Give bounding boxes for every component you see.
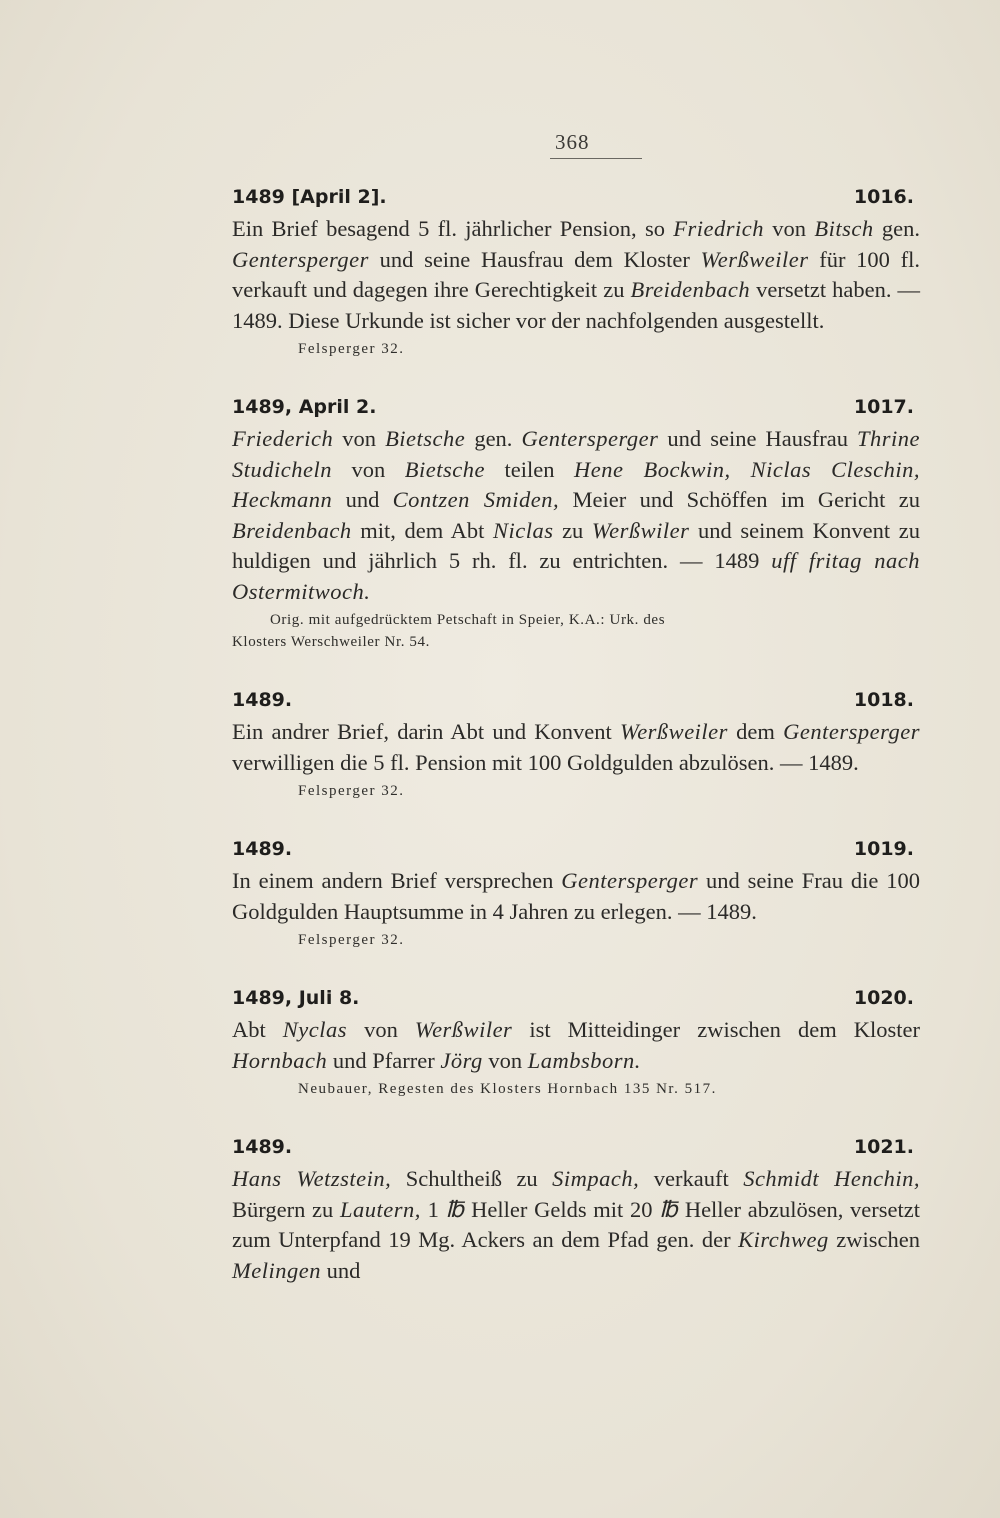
italic-name: Hans Wetzstein, — [232, 1166, 392, 1191]
entry-header — [232, 1132, 920, 1162]
italic-name: Hornbach — [232, 1047, 328, 1073]
text-run: In einem andern Brief versprechen — [232, 868, 562, 893]
text-run: und — [332, 487, 393, 512]
text-run: mit, dem Abt — [351, 517, 493, 543]
text-run: und Pfarrer — [327, 1047, 441, 1073]
text-run: Ein andrer Brief, darin Abt und Konvent — [232, 719, 621, 744]
italic-name: Nyclas — [282, 1017, 348, 1042]
entry-text — [232, 1164, 920, 1286]
entry-1016 — [232, 182, 920, 360]
italic-name: Bitsch — [814, 216, 874, 241]
italic-name: uff fritag nach Ostermitwoch. — [232, 548, 920, 604]
italic-name: Lambsborn. — [527, 1047, 641, 1073]
text-run: Bürgern zu — [232, 1196, 340, 1222]
italic-name: Lautern, — [339, 1196, 421, 1222]
text-run: von — [763, 216, 815, 241]
entry-header — [232, 834, 920, 864]
italic-name: Breidenbach — [630, 277, 751, 302]
entry-header — [232, 182, 920, 212]
text-run: von — [347, 1017, 415, 1042]
text-run: und — [320, 1257, 361, 1283]
entry-date: 1489. — [232, 689, 293, 711]
text-run: Heller Gelds mit 20 — [464, 1196, 660, 1222]
entry-1020 — [232, 983, 920, 1100]
italic-name: Gentersperger — [561, 868, 699, 893]
italic-name: Simpach, — [552, 1166, 640, 1191]
italic-name: Gentersperger — [521, 426, 659, 451]
text-run: verkauft — [639, 1166, 744, 1191]
text-run: gen. — [465, 426, 522, 451]
entry-date: 1489, April 2. — [232, 396, 377, 418]
text-run: zwischen — [828, 1227, 920, 1252]
page-number-rule — [550, 158, 642, 159]
entry-text — [232, 866, 920, 927]
entry-1018 — [232, 685, 920, 802]
entry-source: Neubauer, Regesten des Klosters Hornbach 135 Nr. 517. — [298, 1081, 717, 1097]
entry-text — [232, 717, 920, 778]
italic-name: Niclas — [492, 517, 554, 543]
text-run: und seine Hausfrau — [658, 426, 857, 451]
text-run: und seine Hausfrau dem Kloster — [368, 246, 701, 272]
text-run: ist Mitteidinger zwischen dem Kloster — [512, 1017, 920, 1042]
entry-number: 1016. — [853, 186, 914, 208]
italic-name: ℔ — [445, 1196, 465, 1222]
page-number: 368 — [555, 130, 590, 154]
italic-name: Breidenbach — [232, 517, 352, 543]
entry-source-line-2: Klosters Werschweiler Nr. 54. — [232, 634, 430, 650]
italic-name: Jörg — [440, 1047, 483, 1073]
text-run: und seinem Konvent zu huldigen und jährlich 5 rh. fl. zu entrichten. — 1489 — [232, 517, 920, 573]
italic-name: Werßwiler — [414, 1017, 513, 1042]
text-run: Meier und Schöffen im Gericht zu — [559, 487, 920, 512]
italic-name: Gentersperger — [232, 246, 369, 272]
entry-source: Felsperger 32. — [298, 783, 405, 799]
text-run: Heller abzulösen, versetzt zum Unterpfand 19 Mg. Ackers an dem Pfad gen. der — [232, 1196, 921, 1252]
entry-text — [232, 1015, 920, 1076]
text-run: und seine Frau die 100 Goldgulden Hauptsumme in 4 Jahren zu erlegen. — 1489. — [232, 868, 920, 924]
text-run: teilen — [484, 456, 574, 482]
italic-name: Thrine Studicheln — [232, 426, 920, 482]
entry-number: 1019. — [853, 838, 914, 860]
text-run: von — [333, 426, 386, 451]
entry-number: 1020. — [853, 987, 914, 1009]
italic-name: ℔ — [659, 1196, 679, 1222]
text-run: 1 — [420, 1196, 446, 1222]
entry-date: 1489. — [232, 838, 293, 860]
text-run: Abt — [232, 1017, 283, 1042]
entry-number: 1017. — [853, 396, 914, 418]
italic-name: Kirchweg — [738, 1227, 829, 1252]
entry-date: 1489, Juli 8. — [232, 987, 360, 1009]
italic-name: Schmidt Henchin, — [743, 1166, 920, 1191]
text-run: zu — [553, 517, 592, 543]
italic-name: Bietsche — [404, 456, 485, 482]
text-run: gen. — [873, 216, 920, 241]
text-run: Schultheiß zu — [391, 1166, 553, 1191]
entry-number: 1021. — [853, 1136, 914, 1158]
text-run: dem — [727, 719, 784, 744]
italic-name: Werßwiler — [591, 517, 690, 543]
entry-date: 1489 [April 2]. — [232, 186, 387, 208]
entry-date: 1489. — [232, 1136, 293, 1158]
text-column — [232, 182, 920, 1318]
italic-name: Werßweiler — [620, 719, 728, 744]
entry-header — [232, 983, 920, 1013]
entry-source: Felsperger 32. — [298, 932, 405, 948]
entry-header — [232, 392, 920, 422]
italic-name: Hene Bockwin, Niclas Cleschin, Heckmann — [232, 456, 920, 512]
entry-1017 — [232, 392, 920, 653]
italic-name: Gentersperger — [783, 719, 920, 744]
entry-source: Felsperger 32. — [298, 341, 405, 357]
text-run: Ein Brief besagend 5 fl. jährlicher Pension, so — [232, 216, 674, 241]
entry-text — [232, 214, 920, 336]
text-run: für 100 fl. verkauft und dagegen ihre Gerechtigkeit zu — [232, 246, 921, 302]
italic-name: Melingen — [232, 1257, 321, 1283]
entry-header — [232, 685, 920, 715]
text-run: von — [331, 456, 405, 482]
text-run: versetzt haben. — 1489. Diese Urkunde ist sicher vor der nachfolgenden ausgestellt. — [232, 277, 920, 333]
entry-source — [232, 609, 920, 653]
text-run: von — [482, 1047, 528, 1073]
entry-text — [232, 424, 920, 607]
entry-number: 1018. — [853, 689, 914, 711]
italic-name: Friederich — [232, 426, 334, 451]
italic-name: Werßweiler — [700, 246, 809, 272]
text-run: verwilligen die 5 fl. Pension mit 100 Goldgulden abzulösen. — 1489. — [232, 749, 859, 775]
entry-1019 — [232, 834, 920, 951]
italic-name: Contzen Smiden, — [392, 487, 560, 512]
italic-name: Friedrich — [673, 216, 764, 241]
italic-name: Bietsche — [385, 426, 466, 451]
entry-1021 — [232, 1132, 920, 1286]
entry-source-line-1: Orig. mit aufgedrücktem Petschaft in Speier, K.A.: Urk. des — [270, 612, 666, 628]
